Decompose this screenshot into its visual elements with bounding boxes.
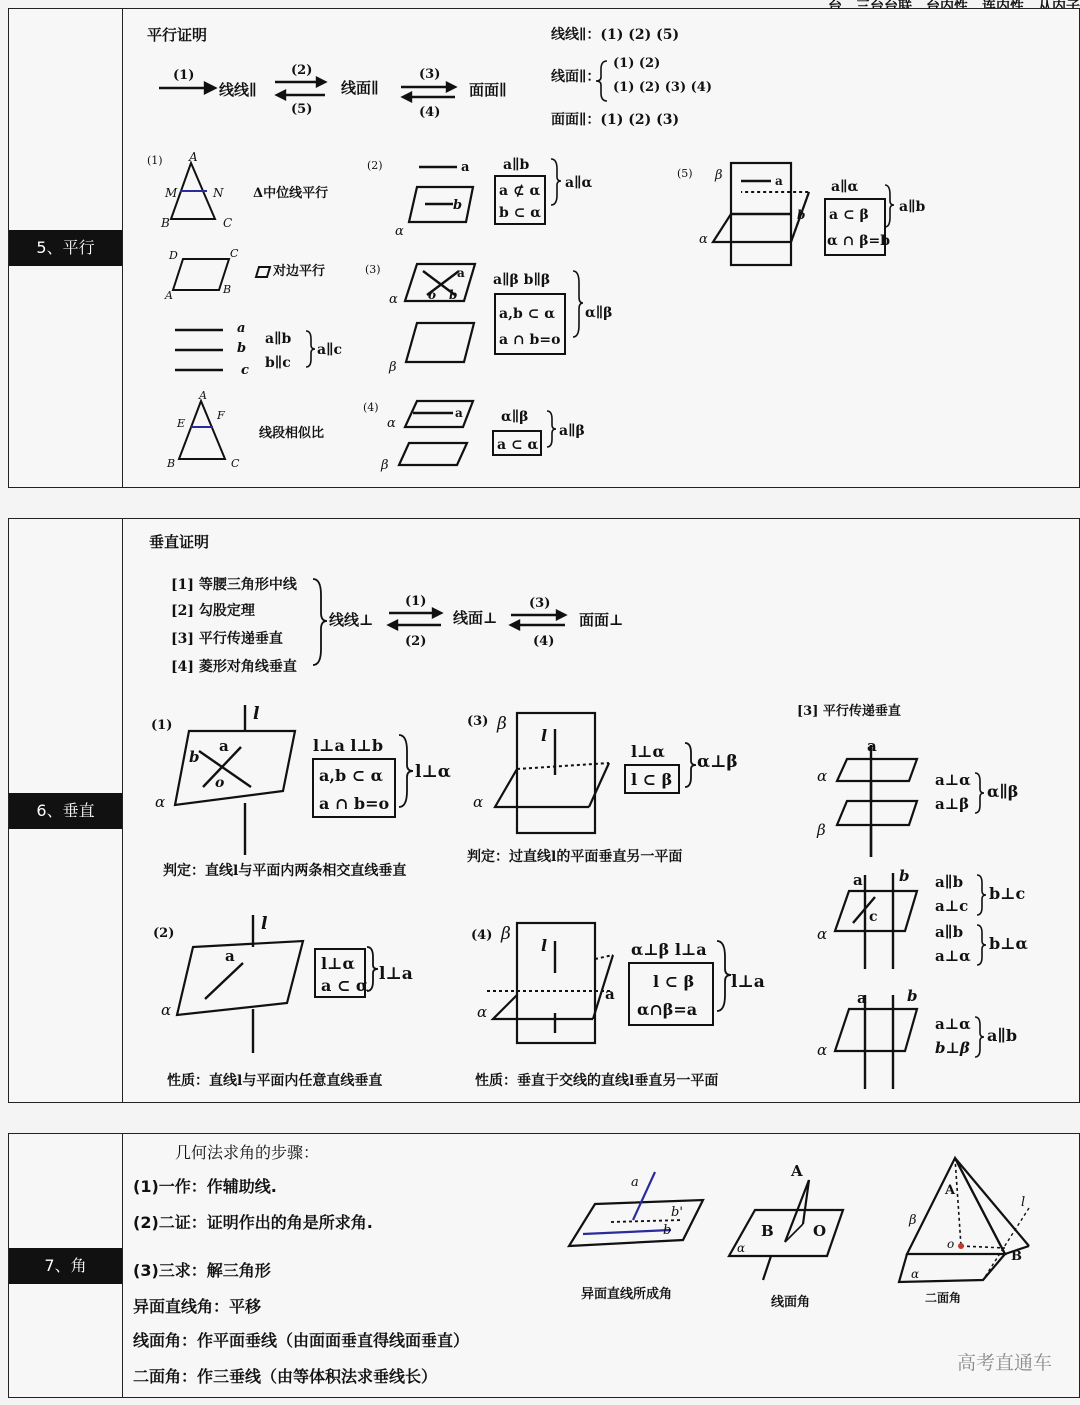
svg-text:a∥b: a∥b xyxy=(899,199,926,215)
svg-text:B: B xyxy=(761,1222,774,1240)
svg-text:A: A xyxy=(189,150,198,164)
section-label: 7、角 xyxy=(9,1248,122,1284)
svg-text:(4): (4) xyxy=(419,105,441,120)
svg-text:Δ中位线平行: Δ中位线平行 xyxy=(253,186,329,201)
svg-text:C: C xyxy=(223,216,233,230)
svg-text:a: a xyxy=(631,1175,639,1190)
svg-text:(2): (2) xyxy=(291,63,313,78)
svg-text:a: a xyxy=(461,160,470,175)
svg-text:b: b xyxy=(663,1223,672,1238)
section-label: 6、垂直 xyxy=(9,793,122,829)
watermark: 高考直通车 xyxy=(956,1352,1052,1374)
svg-text:(4): (4) xyxy=(471,928,493,943)
step-item: (3)三求：解三角形 xyxy=(133,1261,271,1280)
svg-text:a⊥α: a⊥α xyxy=(935,1015,971,1033)
svg-text:线段相似比: 线段相似比 xyxy=(259,426,325,441)
svg-text:a∥α: a∥α xyxy=(565,175,593,191)
svg-text:E: E xyxy=(177,417,186,430)
svg-text:o: o xyxy=(428,288,437,302)
svg-text:α: α xyxy=(817,925,828,943)
svg-text:A: A xyxy=(945,1183,956,1198)
section-title: 垂直证明 xyxy=(149,533,210,551)
svg-text:b ⊂ α: b ⊂ α xyxy=(499,205,542,221)
svg-text:l: l xyxy=(541,936,548,955)
svg-text:a ∩ b=o: a ∩ b=o xyxy=(319,794,390,813)
svg-text:(4): (4) xyxy=(533,634,555,649)
svg-text:l⊥α: l⊥α xyxy=(631,742,665,761)
svg-text:(2): (2) xyxy=(153,926,175,941)
svg-text:对边平行: 对边平行 xyxy=(273,264,326,279)
svg-text:(4): (4) xyxy=(363,401,379,414)
svg-text:o: o xyxy=(947,1237,955,1251)
svg-text:b⊥c: b⊥c xyxy=(989,884,1026,903)
svg-text:l⊥α: l⊥α xyxy=(321,954,355,973)
parallel-diagrams xyxy=(123,9,1079,487)
svg-text:b: b xyxy=(899,867,910,885)
svg-text:a∥b: a∥b xyxy=(935,923,964,941)
svg-text:a: a xyxy=(219,737,229,755)
svg-text:N: N xyxy=(213,186,224,200)
caption: 线面角 xyxy=(771,1295,811,1310)
svg-text:α: α xyxy=(161,1001,172,1019)
svg-text:a: a xyxy=(225,947,235,965)
method-item: [1] 等腰三角形中线 xyxy=(171,577,297,593)
step-item: 线面角：作平面垂线（由面面垂直得线面垂直） xyxy=(133,1331,470,1350)
section-title: 平行证明 xyxy=(147,26,208,44)
svg-text:a∥c: a∥c xyxy=(317,342,343,358)
section-angle xyxy=(8,1133,1080,1398)
svg-text:[3] 平行传递垂直: [3] 平行传递垂直 xyxy=(797,704,901,719)
svg-text:l ⊂ β: l ⊂ β xyxy=(653,972,695,991)
svg-text:a: a xyxy=(867,737,877,755)
svg-text:b: b xyxy=(237,341,247,356)
svg-text:M: M xyxy=(165,186,178,200)
svg-text:α: α xyxy=(817,1041,828,1059)
svg-text:c: c xyxy=(869,909,878,925)
svg-text:α∥β: α∥β xyxy=(987,782,1019,801)
svg-text:α: α xyxy=(389,292,398,307)
svg-text:线面⊥: 线面⊥ xyxy=(453,609,498,627)
svg-text:α: α xyxy=(817,767,828,785)
svg-text:(5): (5) xyxy=(291,102,313,117)
svg-text:(2): (2) xyxy=(367,159,383,172)
svg-text:(3): (3) xyxy=(365,263,381,276)
svg-text:a ⊂ α: a ⊂ α xyxy=(497,437,539,453)
svg-text:a∥b: a∥b xyxy=(265,331,292,347)
svg-text:(5): (5) xyxy=(677,167,693,180)
svg-text:a∥β: a∥β xyxy=(559,423,585,439)
steps-heading: 几何法求角的步骤： xyxy=(175,1143,320,1162)
method-item: [3] 平行传递垂直 xyxy=(171,631,283,647)
caption: 二面角 xyxy=(925,1291,962,1305)
svg-text:b: b xyxy=(189,748,200,766)
svg-text:α: α xyxy=(477,1003,488,1021)
svg-text:a: a xyxy=(237,321,246,336)
svg-text:β: β xyxy=(817,821,826,839)
caption: 性质：垂直于交线的直线l垂直另一平面 xyxy=(475,1073,719,1089)
summary-lineplane: 线面∥： xyxy=(551,69,601,85)
svg-text:a,b ⊂ α: a,b ⊂ α xyxy=(499,306,555,322)
svg-text:O: O xyxy=(813,1222,827,1240)
svg-text:b⊥β: b⊥β xyxy=(935,1039,970,1057)
svg-text:(1) (2) (3) (4): (1) (2) (3) (4) xyxy=(613,80,712,95)
svg-text:a,b ⊂ α: a,b ⊂ α xyxy=(319,766,383,785)
svg-text:a: a xyxy=(853,871,863,889)
svg-text:a ∩ b=o: a ∩ b=o xyxy=(499,332,561,348)
svg-text:l: l xyxy=(253,704,260,724)
section-perpendicular xyxy=(8,518,1080,1103)
svg-text:A: A xyxy=(165,289,173,302)
svg-text:α⊥β: α⊥β xyxy=(697,752,738,772)
svg-text:a∥b: a∥b xyxy=(935,873,964,891)
svg-text:β: β xyxy=(909,1213,917,1228)
svg-text:B: B xyxy=(167,457,176,470)
svg-text:C: C xyxy=(230,247,239,260)
svg-text:α∥β: α∥β xyxy=(585,305,613,321)
svg-text:l⊥a: l⊥a xyxy=(731,972,765,992)
perpendicular-diagrams xyxy=(123,519,1079,1102)
svg-text:a∥b: a∥b xyxy=(987,1026,1018,1045)
svg-text:α: α xyxy=(911,1267,920,1281)
svg-text:(2): (2) xyxy=(405,634,427,649)
svg-text:(3): (3) xyxy=(467,714,489,729)
svg-text:α: α xyxy=(737,1241,746,1255)
svg-text:a ⊂ α: a ⊂ α xyxy=(321,976,369,995)
svg-text:o: o xyxy=(215,775,225,791)
svg-text:a: a xyxy=(605,985,615,1003)
svg-text:A: A xyxy=(791,1162,803,1180)
svg-text:a: a xyxy=(455,406,463,420)
svg-text:C: C xyxy=(231,457,240,470)
svg-text:b∥c: b∥c xyxy=(265,355,291,371)
svg-text:c: c xyxy=(241,363,249,378)
svg-text:b: b xyxy=(453,198,463,213)
angle-diagrams xyxy=(123,1134,1079,1397)
svg-text:(1): (1) xyxy=(147,154,163,167)
svg-text:a: a xyxy=(775,174,783,188)
svg-text:(3): (3) xyxy=(529,596,551,611)
section-parallel xyxy=(8,8,1080,488)
chain-line-parallel: 线线∥ xyxy=(219,81,257,99)
svg-text:b: b xyxy=(797,208,806,222)
svg-text:B: B xyxy=(1011,1249,1022,1264)
method-item: [4] 菱形对角线垂直 xyxy=(171,659,297,675)
svg-text:a⊥α: a⊥α xyxy=(935,947,971,965)
svg-text:β: β xyxy=(389,360,397,375)
svg-text:α∩β=a: α∩β=a xyxy=(637,1000,698,1019)
svg-text:β: β xyxy=(381,458,389,473)
svg-text:(1): (1) xyxy=(405,594,427,609)
svg-text:线线⊥: 线线⊥ xyxy=(329,611,374,629)
chain-lineplane-parallel: 线面∥ xyxy=(341,79,379,97)
svg-text:a∥b: a∥b xyxy=(503,157,530,173)
step-item: 异面直线角：平移 xyxy=(133,1297,262,1316)
svg-text:a∥β b∥β: a∥β b∥β xyxy=(493,272,551,288)
svg-text:a⊥β: a⊥β xyxy=(935,795,970,813)
caption: 判定：直线l与平面内两条相交直线垂直 xyxy=(163,863,407,879)
summary-line: 线线∥：(1) (2) (5) xyxy=(551,27,680,43)
svg-text:面面⊥: 面面⊥ xyxy=(579,611,624,629)
svg-text:α: α xyxy=(699,232,708,247)
svg-text:a: a xyxy=(857,989,867,1007)
svg-text:l: l xyxy=(1021,1195,1026,1210)
svg-text:(1) (2): (1) (2) xyxy=(613,56,661,71)
svg-text:l: l xyxy=(261,914,268,934)
summary-planeplane: 面面∥：(1) (2) (3) xyxy=(551,112,680,128)
caption: 异面直线所成角 xyxy=(581,1287,673,1302)
svg-text:a⊥c: a⊥c xyxy=(935,897,969,915)
svg-text:α: α xyxy=(473,793,484,811)
svg-text:l ⊂ β: l ⊂ β xyxy=(631,770,673,789)
svg-text:A: A xyxy=(199,389,207,402)
svg-text:(1): (1) xyxy=(151,718,173,733)
svg-text:a ⊄ α: a ⊄ α xyxy=(499,183,541,199)
svg-text:b': b' xyxy=(671,1205,683,1220)
svg-text:l⊥a l⊥b: l⊥a l⊥b xyxy=(313,736,383,755)
svg-text:F: F xyxy=(217,409,225,422)
chain-planeplane-parallel: 面面∥ xyxy=(469,81,507,99)
svg-text:B: B xyxy=(161,216,170,230)
svg-text:α: α xyxy=(387,416,396,431)
svg-text:B: B xyxy=(223,283,232,296)
svg-text:a⊥α: a⊥α xyxy=(935,771,971,789)
svg-text:(3): (3) xyxy=(419,67,441,82)
step-item: 二面角：作三垂线（由等体积法求垂线长） xyxy=(133,1367,438,1386)
svg-text:l⊥α: l⊥α xyxy=(415,762,451,782)
caption: 性质：直线l与平面内任意直线垂直 xyxy=(167,1073,383,1089)
svg-text:D: D xyxy=(169,249,178,262)
method-item: [2] 勾股定理 xyxy=(171,603,255,619)
svg-text:α⊥β l⊥a: α⊥β l⊥a xyxy=(631,940,707,959)
svg-text:β: β xyxy=(715,168,723,183)
section-label: 5、平行 xyxy=(9,230,122,266)
svg-text:a∥α: a∥α xyxy=(831,179,859,195)
caption: 判定：过直线l的平面垂直另一平面 xyxy=(467,849,683,865)
svg-text:β: β xyxy=(501,924,511,944)
svg-text:a: a xyxy=(457,266,465,280)
svg-text:b: b xyxy=(907,987,918,1005)
svg-text:α ∩ β=b: α ∩ β=b xyxy=(827,233,891,249)
svg-text:(1): (1) xyxy=(173,68,195,83)
svg-text:α∥β: α∥β xyxy=(501,409,529,425)
svg-text:l⊥a: l⊥a xyxy=(379,964,413,984)
step-item: (2)二证：证明作出的角是所求角. xyxy=(133,1213,373,1232)
step-item: (1)一作：作辅助线. xyxy=(133,1177,277,1196)
svg-text:a ⊂ β: a ⊂ β xyxy=(829,207,869,223)
svg-text:α: α xyxy=(155,793,166,811)
svg-text:β: β xyxy=(497,714,507,734)
svg-text:l: l xyxy=(541,726,548,745)
svg-text:b: b xyxy=(449,288,458,302)
svg-text:α: α xyxy=(395,224,404,239)
svg-text:b⊥α: b⊥α xyxy=(989,934,1028,953)
